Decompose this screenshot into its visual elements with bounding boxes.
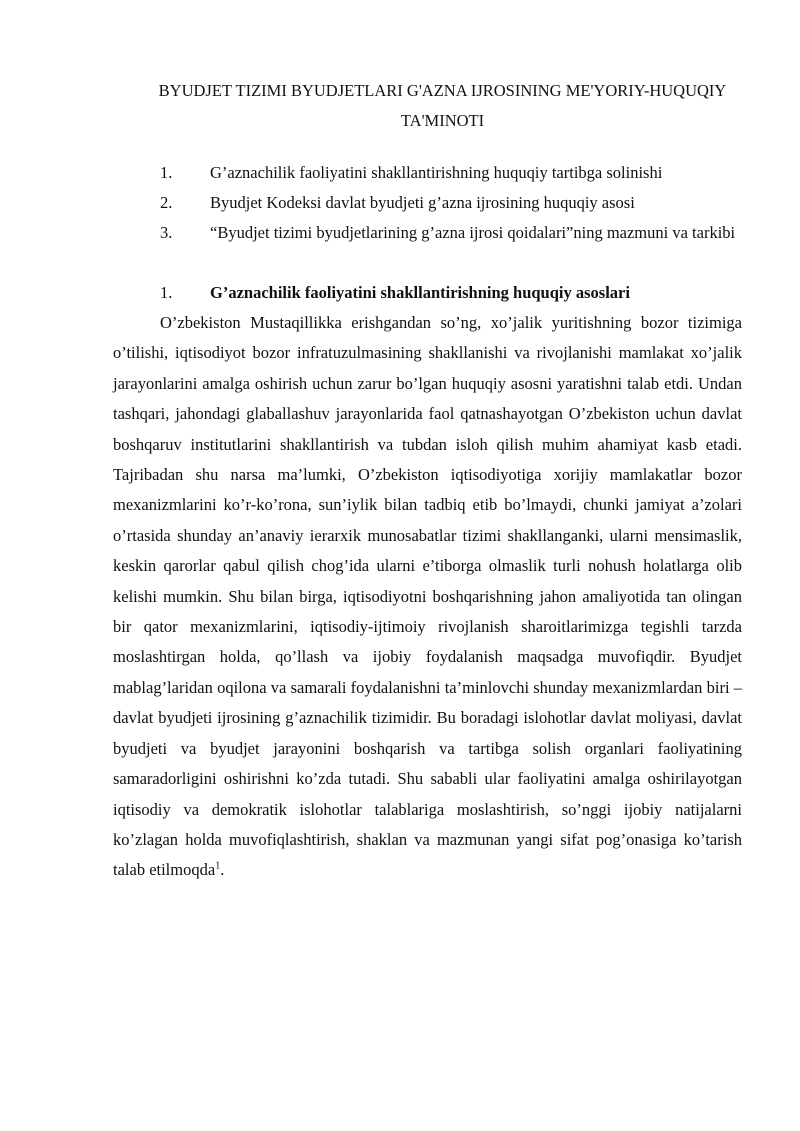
toc-item-text: “Byudjet tizimi byudjetlarining g’azna ijrosi qoidalari”ning mazmuni va tarkibi xyxy=(210,223,736,242)
body-paragraph xyxy=(113,308,742,886)
section-number: 1. xyxy=(160,283,173,302)
toc-item-1 xyxy=(113,158,742,188)
paragraph-end: . xyxy=(220,860,225,880)
toc-item-text: Byudjet Kodeksi davlat byudjeti g’azna ijrosining huquqiy asosi xyxy=(210,193,635,212)
toc-item-number: 3. xyxy=(160,223,173,242)
toc-item-2 xyxy=(113,188,742,218)
toc-item-number: 1. xyxy=(160,163,173,182)
section-heading xyxy=(113,278,742,308)
toc-item-3 xyxy=(113,218,742,248)
footnote-ref[interactable]: 1 xyxy=(215,860,221,872)
table-of-contents xyxy=(113,158,742,248)
toc-item-text: G’aznachilik faoliyatini shakllantirishning huquqiy tartibga solinishi xyxy=(210,163,663,182)
toc-item-number: 2. xyxy=(160,193,173,212)
document-title: BYUDJET TIZIMI BYUDJETLARI G'AZNA IJROSINING ME'YORIY-HUQUQIY TA'MINOTI xyxy=(158,81,727,130)
section-heading-text: G’aznachilik faoliyatini shakllantirishning huquqiy asoslari xyxy=(210,283,630,302)
paragraph-text: O’zbekiston Mustaqillikka erishgandan so’ng, xo’jalik yuritishning bozor tizimiga o’tilishi, iqtisodiyot bozor infratuzulmasining shakllanishi va rivojlanishi mamlakat xo’jalik jarayonlarini amalga oshirish uchun zarur bo’lgan huquqiy asosni yaratishni talab etdi. Undan tashqari, jahondagi glaballashuv jarayonlarida faol qatnashayotgan O’zbekiston uchun davlat boshqaruv institutlarini shakllantirish va tubdan isloh qilish muhim ahamiyat kasb etadi. Tajribadan shu narsa ma’lumki, O’zbekiston iqtisodiyotiga xorijiy mamlakatlar bozor mexanizmlarini ko’r-ko’rona, sun’iylik bilan tadbiq etib bo’lmaydi, chunki jamiyat a’zolari o’rtasida shunday an’anaviy ierarxik munosabatlar tizimi shakllanganki, ularni mensimaslik, keskin qarorlar qabul qilish chog’ida ularni e’tiborga olmaslik turli nohush holatlarga olib kelishi mumkin. Shu bilan birga, iqtisodiyotni boshqarishning jahon amaliyotida tan olingan bir qator mexanizmlarini, iqtisodiy-ijtimoiy rivojlanish sharoitlarimizga tegishli tarzda moslashtirgan holda, qo’llash va ijobiy foydalanish maqsadga muvofiqdir. Byudjet mablag’laridan oqilona va samarali foydalanishni ta’minlovchi shunday mexanizmlardan biri – davlat byudjeti ijrosining g’aznachilik tizimidir. Bu boradagi islohotlar davlat moliyasi, davlat byudjeti va byudjet jarayonini boshqarish va tartibga solish organlari faoliyatining samaradorligini oshirishni ko’zda tutadi. Shu sababli ular faoliyatini amalga oshirilayotgan iqtisodiy va demokratik islohotlar talablariga moslashtirish, so’nggi ijobiy natijalarni ko’zlagan holda muvofiqlashtirish, shaklan va mazmunan yangi sifat pog’onasiga ko’tarish talab etilmoqda xyxy=(113,313,742,880)
